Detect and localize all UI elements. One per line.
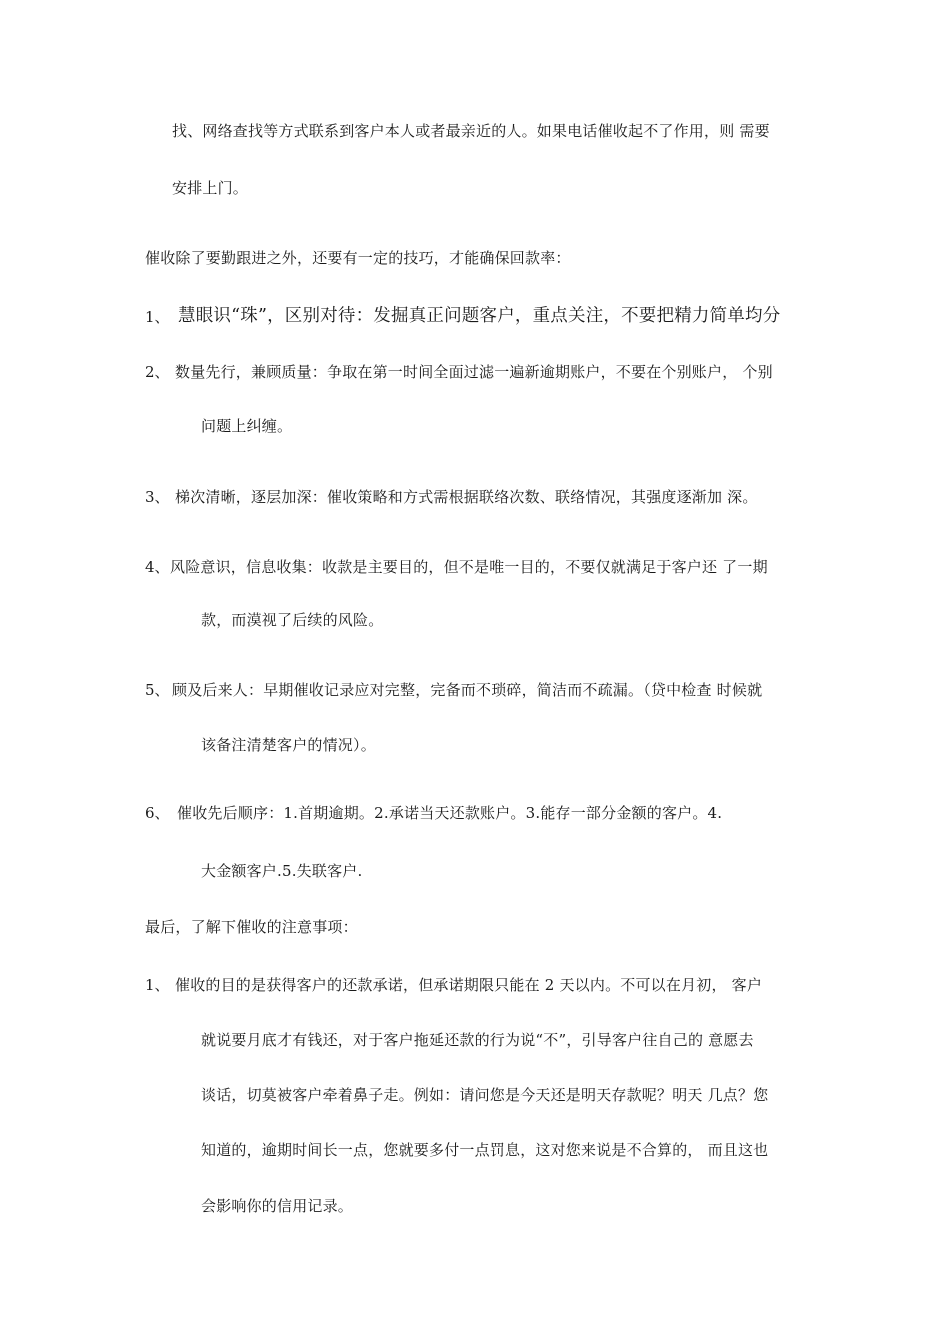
tip-6-line-2: 大金额客户.5.失联客户. bbox=[201, 862, 363, 880]
tip-1-marker: 1、 bbox=[145, 308, 170, 326]
tip-5-line-1: 顾及后来人：早期催收记录应对完整，完备而不琐碎，简洁而不疏漏。（贷中检查 时候就 bbox=[172, 681, 763, 699]
note-1-line-2: 就说要月底才有钱还，对于客户拖延还款的行为说“不”，引导客户往自己的 意愿去 bbox=[201, 1031, 754, 1049]
notes-intro: 最后，了解下催收的注意事项： bbox=[145, 918, 358, 936]
intro-line-2: 安排上门。 bbox=[172, 179, 249, 197]
note-1-line-3: 谈话，切莫被客户牵着鼻子走。例如：请问您是今天还是明天存款呢？明天 几点？您 bbox=[201, 1086, 769, 1104]
intro-line-1: 找、网络查找等方式联系到客户本人或者最亲近的人。如果电话催收起不了作用，则 需要 bbox=[172, 122, 770, 140]
tip-4-line-1: 风险意识，信息收集：收款是主要目的，但不是唯一目的，不要仅就满足于客户还 了一期 bbox=[170, 558, 768, 576]
tip-6-marker: 6、 bbox=[145, 804, 170, 822]
tip-5-marker: 5、 bbox=[145, 681, 170, 699]
note-1-marker: 1、 bbox=[145, 976, 170, 994]
tip-4-marker: 4、 bbox=[145, 558, 170, 576]
note-1-line-5: 会影响你的信用记录。 bbox=[201, 1197, 354, 1215]
note-1-line-4: 知道的，逾期时间长一点，您就要多付一点罚息，这对您来说是不合算的， 而且这也 bbox=[201, 1141, 769, 1159]
tip-2-line-1: 数量先行，兼顾质量：争取在第一时间全面过滤一遍新逾期账户，不要在个别账户， 个别 bbox=[175, 363, 773, 381]
tip-6-line-1: 催收先后顺序：1.首期逾期。2.承诺当天还款账户。3.能存一部分金额的客户。4. bbox=[177, 804, 723, 822]
tip-2-line-2: 问题上纠缠。 bbox=[201, 417, 293, 435]
tip-3-line-1: 梯次清晰，逐层加深：催收策略和方式需根据联络次数、联络情况，其强度逐渐加 深。 bbox=[175, 488, 758, 506]
tip-1-line-1: 慧眼识“珠”，区别对待：发掘真正问题客户，重点关注，不要把精力简单均分 bbox=[178, 306, 781, 326]
tip-3-marker: 3、 bbox=[145, 488, 170, 506]
tips-intro: 催收除了要勤跟进之外，还要有一定的技巧，才能确保回款率： bbox=[145, 249, 571, 267]
tip-2-marker: 2、 bbox=[145, 363, 170, 381]
tip-5-line-2: 该备注清楚客户的情况）。 bbox=[201, 736, 376, 754]
tip-4-line-2: 款，而漠视了后续的风险。 bbox=[201, 611, 384, 629]
note-1-line-1: 催收的目的是获得客户的还款承诺，但承诺期限只能在 2 天以内。不可以在月初， 客户 bbox=[175, 976, 763, 994]
